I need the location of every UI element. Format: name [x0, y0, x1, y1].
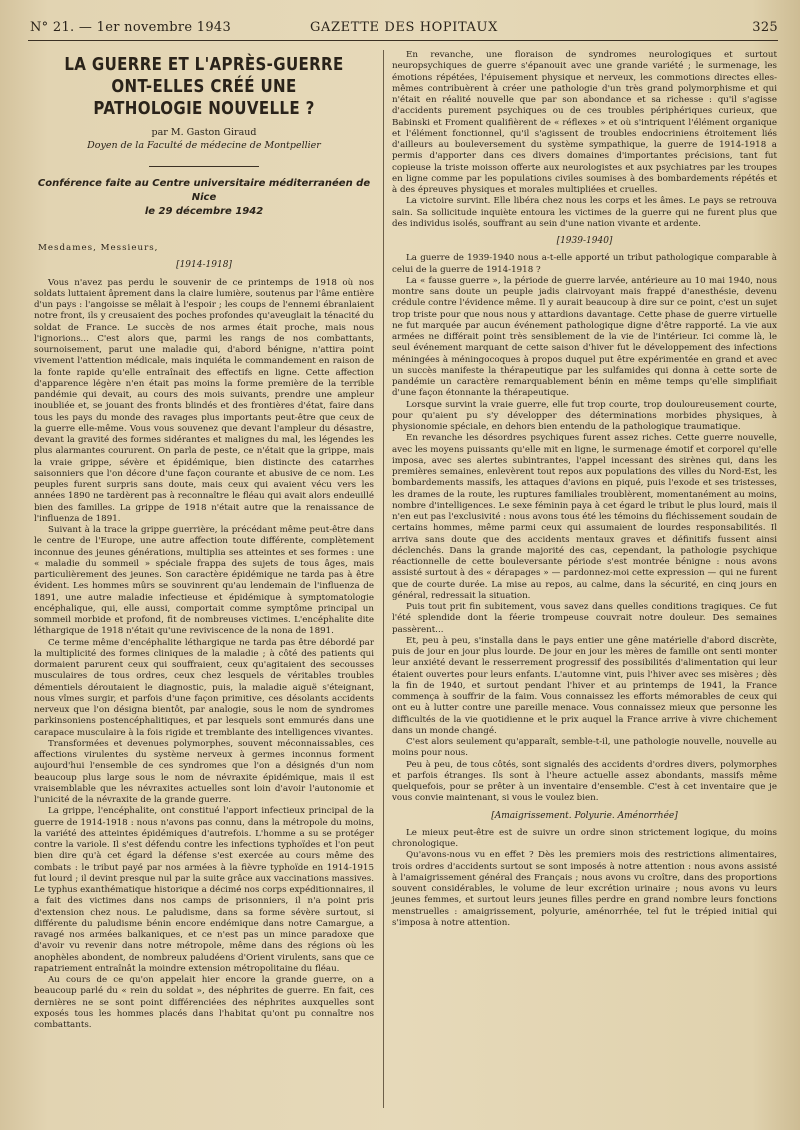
paragraph: Qu'avons-nous vu en effet ? Dès les premiers mois des restrictions alimentaires, trois ordres d'accidents surtout se sont imposés à notre attention : nous avons assisté à l'amaigrissement général des Français ; nous avons vu croître, dans des proportions souvent considérables, le volume de leur excrétion urinaire ; nous avons vu leurs jeunes femmes, et surtout leurs jeunes filles perdre en grand nombre leurs fonctions menstruelles : amaigrissement, polyurie, aménorrhée, tel fut le trépied initial qui s'imposa à notre attention. — [392, 850, 777, 928]
paragraph: La victoire survint. Elle libéra chez nous les corps et les âmes. Le pays se retrouva sain. Sa sollicitude inquiète entoura les victimes de la guerre qui ne furent plus que des individus isolés, souffrant au sein d'une nation vivante et ardente. — [392, 196, 777, 229]
column-divider — [383, 50, 384, 1108]
paragraph: Ce terme même d'encéphalite léthargique ne tarda pas être débordé par la multiplicité des formes cliniques de la maladie ; à côté des patients qui dormaient parurent ceux qui souffraient, ceux qu'agitaient des secousses musculaires de tous ordres, ceux chez lesquels de véritables troubles démentiels déroutaient le diagnostic, puis, la maladie aiguë s'éteignant, nous vîmes surgir, et parfois d'une façon primitive, ces désolants accidents nerveux que l'on désigna bientôt, par analogie, sous le nom de syndromes parkinsoniens postencéphalitiques, et par lesquels sont emmurés dans une carapace musculaire à la fois rigide et tremblante des intelligences vivantes. — [34, 637, 374, 738]
page-number: 325 — [752, 20, 778, 35]
conference-line-1: Conférence faite au Centre universitaire méditerranéen de Nice — [37, 178, 371, 203]
paragraph: En revanche les désordres psychiques furent assez riches. Cette guerre nouvelle, avec les moyens puissants qu'elle mit en ligne, le surmenage émotif et corporel qu'elle imposa, avec ses alertes subintrantes, l'appel incessant des sirènes qui, dans les premières semaines, enlevèrent tout repos aux populations des villes du Nord-Est, les bombardements massifs, les attaques d'avions en piqué, puis l'exode et ses tristesses, les drames de la route, les ruptures familiales troublèrent, momentanément au moins, nombre d'intelligences. Le sexe féminin paya à cet égard le tribut le plus lourd, mais il n'en eut pas l'exclusivité : nous avons tous été les témoins du fléchissement soudain de certains hommes, même parmi ceux qui assumaient de lourdes responsabilités. Il arriva sans doute que des accidents mentaux graves et définitifs fussent ainsi déclenchés. Dans la grande majorité des cas, cependant, la pathologie psychique réactionnelle de cette bouleversante période s'est montrée bénigne : nous avons assisté surtout à des « dérapages » — pardonnez-moi cette expression — qui ne furent que de courte durée. La mise au repos, au calme, dans la sécurité, en cinq jours en général, redressait la situation. — [392, 433, 777, 601]
left-column — [34, 50, 374, 1031]
article-title-line-1: LA GUERRE ET L'APRÈS-GUERRE — [64, 55, 344, 75]
paragraph: La guerre de 1939-1940 nous a-t-elle apporté un tribut pathologique comparable à celui de la guerre de 1914-1918 ? — [392, 253, 777, 275]
paragraph: Lorsque survint la vraie guerre, elle fut trop courte, trop douloureusement courte, pour qu'aient pu s'y développer des déterminations morbides physiques, à physionomie spéciale, en dehors bien entendu de la pathologique traumatique. — [392, 399, 777, 432]
byline: par M. Gaston Giraud — [151, 127, 257, 138]
paragraph: La « fausse guerre », la période de guerre larvée, antérieure au 10 mai 1940, nous montre sans doute un peuple jadis clairvoyant mais frappé d'anesthésie, devenu crédule contre l'évidence même. Il y aurait beaucoup à dire sur ce point, c'est un sujet trop triste pour que nous nous y attardions davantage. Cette phase de guerre virtuelle ne fut marquée par aucun événement pathologique digne d'être rapporté. La vie aux armées ne différait point très sensiblement de la vie de l'intérieur. Ici comme là, le seul événement marquant de cette saison d'hiver fut le développement des infections méningées à méningocoques à propos duquel put être expérimentée en grand et avec un succès manifeste la thérapeutique par les sulfamides qui donna à cette sorte de pandémie un caractère remarquablement bénin en même temps qu'elle simplifiait d'une façon étonnante la thérapeutique. — [392, 275, 777, 399]
conference-line-2: le 29 décembre 1942 — [144, 206, 264, 217]
salutation: Mesdames, Messieurs, — [38, 243, 159, 253]
paragraph: Le mieux peut-être est de suivre un ordre sinon strictement logique, du moins chronologique. — [392, 827, 777, 849]
paragraph: Suivant à la trace la grippe guerrière, la précédant même peut-être dans le centre de l'Europe, une autre affection toute différente, complètement inconnue des jeunes générations, multiplia ses atteintes et ses formes : une « maladie du sommeil » spéciale frappa des sujets de tous âges, mais particulièrement des jeunes. Son caractère épidémique ne tarda pas à être évident. Les hommes mûrs se souvinrent qu'au lendemain de l'influenza de 1891, une autre maladie infectieuse et épidémique à symptomatologie encéphalique, qui, elle aussi, comportait comme symptôme principal un sommeil morbide et profond, fit de nombreuses victimes. L'encéphalite dite léthargique de 1918 n'était qu'une reviviscence de la nona de 1891. — [34, 525, 374, 637]
conference-note — [34, 177, 374, 219]
journal-title: GAZETTE DES HOPITAUX — [310, 20, 498, 35]
section-heading-1939-1940: [1939-1940] — [556, 236, 613, 246]
paragraph: C'est alors seulement qu'apparaît, semble-t-il, une pathologie nouvelle, nouvelle au moins pour nous. — [392, 737, 777, 759]
paragraph: Puis tout prit fin subitement, vous savez dans quelles conditions tragiques. Ce fut l'été splendide dont la féerie trompeuse couvrait notre douleur. Des semaines passèrent... — [392, 602, 777, 635]
paragraph: La grippe, l'encéphalite, ont constitué l'apport infectieux principal de la guerre de 1914-1918 : nous n'avons pas connu, dans la métropole du moins, la variété des atteintes épidémiques d'autrefois. L'homme a su se protéger contre la variole. Il s'est défendu contre les infections typhoïdes et l'on peut bien dire qu'à cet égard la défense s'est exercée au cours même des combats : le tribut payé par nos armées à la fièvre typhoïde en 1914-1915 fut lourd ; il devint presque nul par la suite grâce aux vaccinations massives. Le typhus exanthématique historique a décimé nos corps expéditionnaires, il a fait des victimes dans nos camps de prisonniers, il n'a point pris d'extension chez nous. Le paludisme, dans sa forme sévère surtout, si différente du paludisme bénin encore endémique dans notre Camargue, a ravagé nos armées balkaniques, et ce n'est pas un mince paradoxe que d'avoir vu revenir dans notre métropole, même dans des régions où les anophèles abondent, de nombreux paludéens d'Orient virulents, sans que ce rapatriement entraînât la moindre extension métropolitaine du fléau. — [34, 806, 374, 974]
paragraph: Et, peu à peu, s'installa dans le pays entier une gêne matérielle d'abord discrète, puis de jour en jour plus lourde. De jour en jour les mères de famille ont senti monter leur anxiété devant le resserrement progressif des possibilités d'alimentation qui leur étaient ouvertes pour leurs enfants. L'automne vint, puis l'hiver avec ses misères ; dès la fin de 1940, et surtout pendant l'hiver et au printemps de 1941, la France commença à souffrir de la faim. Vous connaissez les efforts mémorables de ceux qui ont eu à lutter contre une pareille menace. Vous connaissez mieux que personne les difficultés de la vie quotidienne et le prix auquel la France arrive à vivre chichement dans un monde changé. — [392, 635, 777, 736]
right-column — [392, 50, 777, 929]
running-head — [30, 16, 778, 42]
issue-number: N° 21. — 1er novembre 1943 — [30, 20, 232, 35]
article-title-line-2: ONT-ELLES CRÉÉ UNE PATHOLOGIE NOUVELLE ? — [93, 77, 315, 119]
article-title — [58, 54, 350, 120]
paragraph: Vous n'avez pas perdu le souvenir de ce printemps de 1918 où nos soldats luttaient âprement dans la claire lumière, soutenus par l'âme entière d'un pays : l'angoisse se mêlait à l'espoir ; les coups de l'ennemi ébranlaient notre front, ils y creusaient des poches profondes qu'aveuglait la ténacité du soldat de France. Le succès de nos armes était proche, mais nous l'ignorions... C'est alors que, parmi les rangs de nos combattants, sournoisement, parut une maladie qui, d'abord bénigne, n'attira point vivement l'attention médicale, mais inquiéta le commandement en raison de la fonte rapide qu'elle entraînait des effectifs en ligne. Cette affection d'apparence légère n'en était pas moins la forme première de la terrible pandémie qui devait, au cours des mois suivants, prendre une ampleur inoubliée et, se jouant des fronts blindés et des frontières d'état, faire dans tous les pays du monde des ravages plus importants peut-être que ceux de la guerre elle-même. Vous vous souvenez que devant l'ampleur du désastre, devant la gravité des formes sidérantes et malignes du mal, les légendes les plus alarmantes coururent. On parla de peste, ce n'était que la grippe, mais la vraie grippe, sévère et épidémique, bien distincte des catarrhes saisonniers que l'on décore d'une façon courante et abusive de ce nom. Les peuples furent surpris sans doute, mais ceux qui avaient vécu vers les années 1890 ne tardèrent pas à reconnaître le fléau qui avait alors endeuillé bien des familles. La grippe de 1918 n'était autre que la renaissance de l'influenza de 1891. — [34, 277, 374, 524]
paragraph: Au cours de ce qu'on appelait hier encore la grande guerre, on a beaucoup parlé du « rein du soldat », des néphrites de guerre. En fait, ces dernières ne se sont point différenciées des néphrites auxquelles sont exposés tous les hommes placés dans l'habitat qu'ont pu connaître nos combattants. — [34, 975, 374, 1030]
header-rule — [28, 40, 778, 41]
paragraph: Transformées et devenues polymorphes, souvent méconnaissables, ces affections virulentes du système nerveux à germes inconnus forment aujourd'hui l'ensemble de ces syndromes que l'on a désignés d'un nom beaucoup plus large sous le nom de névraxite épidémique, mais il est vraisemblable que les névraxites actuelles sont loin d'avoir l'autonomie et l'unicité de la névraxite de la grande guerre. — [34, 738, 374, 805]
title-divider — [149, 166, 259, 167]
paragraph: Peu à peu, de tous côtés, sont signalés des accidents d'ordres divers, polymorphes et parfois étranges. Ils sont à l'heure actuelle assez abondants, massifs même quelquefois, pour se prêter à un inventaire d'ensemble. C'est à cet inventaire que je vous convie maintenant, si vous le voulez bien. — [392, 759, 777, 804]
paragraph: En revanche, une floraison de syndromes neurologiques et surtout neuropsychiques de guerre s'épanouit avec une grande variété ; le surmenage, les émotions répétées, l'épuisement physique et nerveux, les commotions directes elles-mêmes contribuèrent à créer une pathologie d'un très grand polymorphisme et qui n'était en réalité nouvelle que par son abondance et sa richesse : qu'il s'agisse d'accidents purement psychiques ou de ces troubles périphériques curieux, que Babinski et Froment qualifièrent de « réflexes » et où s'intriquent l'élément organique et l'élément fonctionnel, qu'il s'agissent de troubles endocriniens étroitement liés d'ailleurs au bouleversement du système sympathique, la guerre de 1914-1918 a permis d'apporter dans ces divers domaines d'importantes précisions, tant fut copieuse la triste moisson offerte aux neurologistes et aux psychiatres par les troupes en ligne comme par les populations civiles soumises à des bombardements répétés et à des épreuves physiques et morales multipliées et cruelles. — [392, 50, 777, 195]
section-heading-1914-1918: [1914-1918] — [176, 260, 232, 271]
author-affiliation: Doyen de la Faculté de médecine de Montpellier — [87, 140, 321, 151]
section-heading-symptoms: [Amaigrissement. Polyurie. Aménorrhée] — [491, 810, 678, 821]
